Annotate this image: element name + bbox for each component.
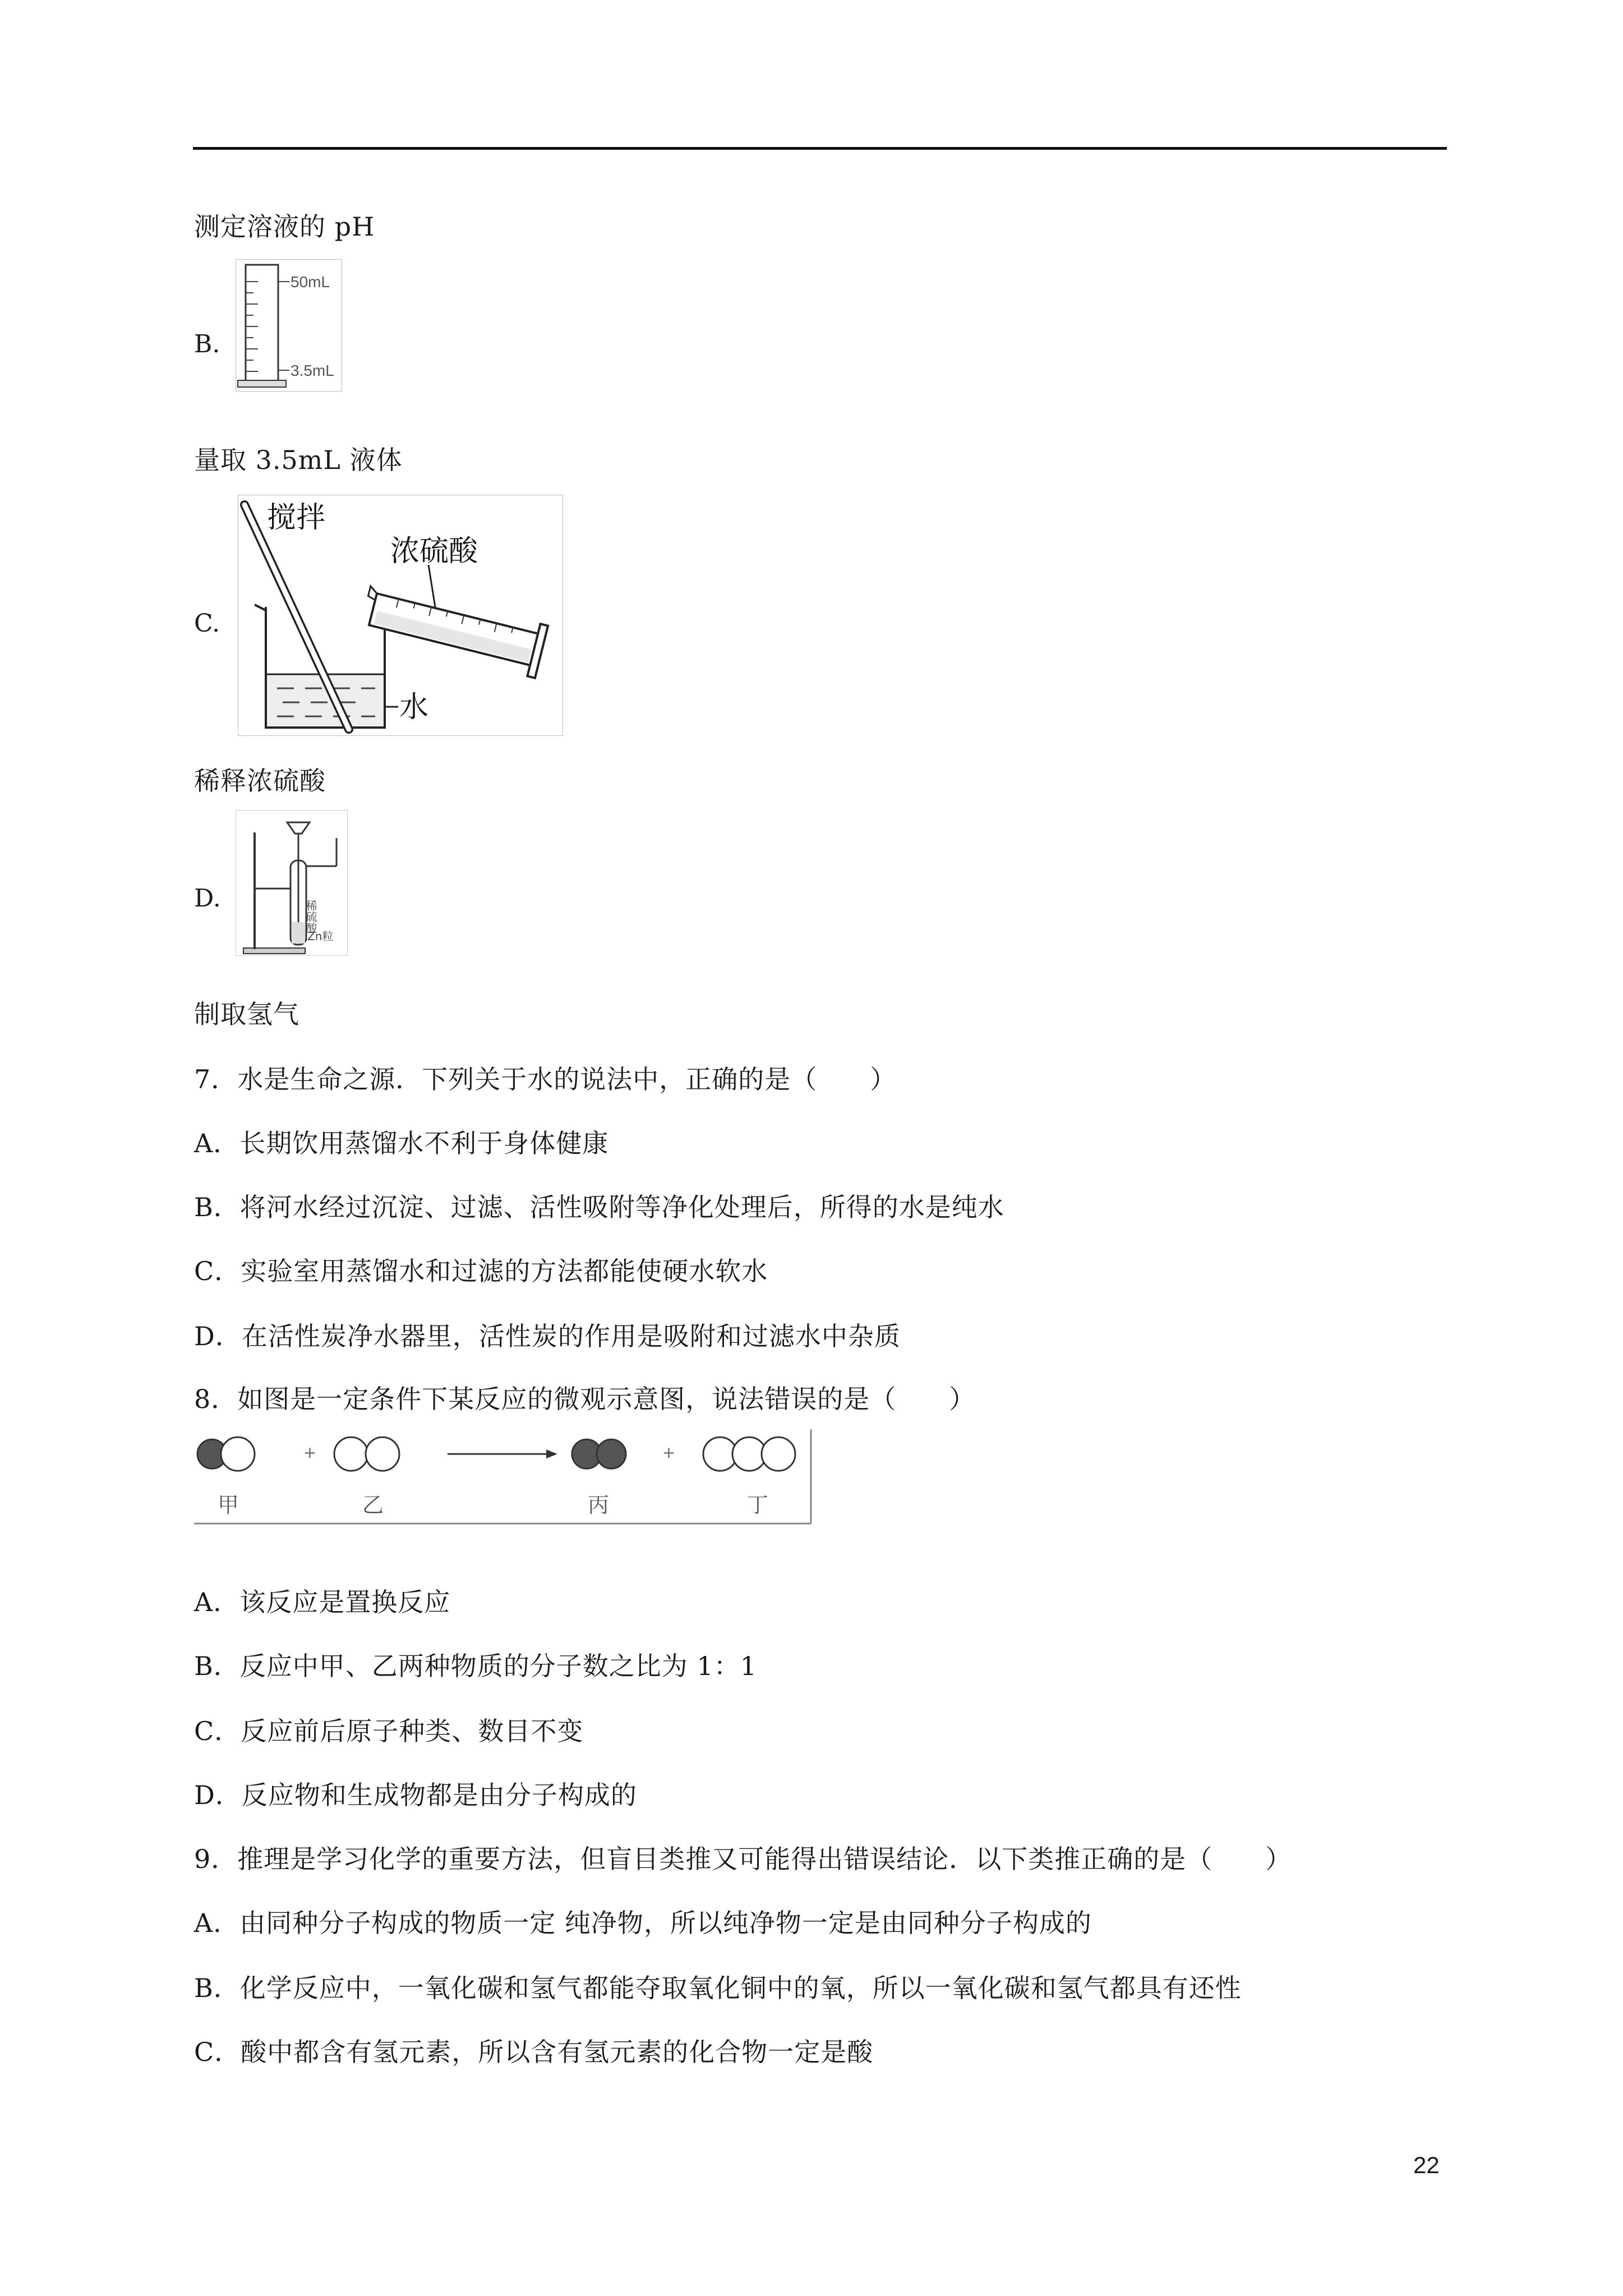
question-7-option-a: A．长期饮用蒸馏水不利于身体健康 xyxy=(194,1128,609,1158)
fig-label-water: 水 xyxy=(399,691,429,724)
fig-label-conc-acid: 浓硫酸 xyxy=(390,535,478,568)
label-yi: 乙 xyxy=(362,1493,384,1517)
option-d-label: D. xyxy=(194,884,221,913)
fig-label-zn: Zn粒 xyxy=(307,930,334,943)
header-rule xyxy=(193,147,1447,150)
hydrogen-apparatus-figure xyxy=(236,810,348,956)
question-9-option-a: A．由同种分子构成的物质一定 纯净物，所以纯净物一定是由同种分子构成的 xyxy=(194,1908,1092,1938)
question-8-option-a: A．该反应是置换反应 xyxy=(194,1587,451,1617)
question-8-option-c: C．反应前后原子种类、数目不变 xyxy=(194,1716,584,1746)
reaction-diagram xyxy=(194,1429,812,1525)
option-d-caption: 制取氢气 xyxy=(194,999,299,1029)
question-8-option-b: B．反应中甲、乙两种物质的分子数之比为 1：1 xyxy=(194,1651,757,1681)
label-ding: 丁 xyxy=(747,1493,769,1517)
question-7-option-b: B．将河水经过沉淀、过滤、活性吸附等净化处理后，所得的水是纯水 xyxy=(194,1192,1004,1222)
option-c-label: C. xyxy=(194,609,220,638)
label-jia: 甲 xyxy=(218,1493,239,1517)
label-bing: 丙 xyxy=(588,1493,610,1517)
fig-label-dilute-acid: 稀硫酸 xyxy=(304,900,317,933)
question-8-stem: 8．如图是一定条件下某反应的微观示意图，说法错误的是（ ） xyxy=(194,1384,976,1414)
question-9-option-b: B．化学反应中，一氧化碳和氢气都能夺取氧化铜中的氧，所以一氧化碳和氢气都具有还性 xyxy=(194,1973,1242,2003)
question-9-stem: 9．推理是学习化学的重要方法，但盲目类推又可能得出错误结论．以下类推正确的是（ ） xyxy=(194,1844,1292,1874)
question-8-option-d: D．反应物和生成物都是由分子构成的 xyxy=(194,1780,637,1810)
svg-text:+: + xyxy=(663,1441,675,1464)
option-b-label: B. xyxy=(194,330,220,358)
question-9-option-c: C．酸中都含有氢元素，所以含有氢元素的化合物一定是酸 xyxy=(194,2037,874,2067)
question-7-option-c: C．实验室用蒸馏水和过滤的方法都能使硬水软水 xyxy=(194,1256,768,1286)
option-b-caption: 量取 3.5mL 液体 xyxy=(194,445,403,475)
option-c-caption: 稀释浓硫酸 xyxy=(194,766,326,796)
graduated-cylinder-figure xyxy=(236,259,342,392)
dilute-acid-figure xyxy=(238,495,563,736)
question-7-stem: 7．水是生命之源．下列关于水的说法中，正确的是（ ） xyxy=(194,1064,897,1094)
question-7-option-d: D．在活性炭净水器里，活性炭的作用是吸附和过滤水中杂质 xyxy=(194,1321,901,1351)
svg-text:+: + xyxy=(304,1441,316,1464)
fig-label-3-5ml: 3.5mL xyxy=(291,362,334,379)
fig-label-50ml: 50mL xyxy=(291,273,330,291)
fig-label-stir: 搅拌 xyxy=(267,501,326,535)
page-number: 22 xyxy=(1413,2152,1440,2178)
option-a-caption: 测定溶液的 pH xyxy=(194,211,375,242)
